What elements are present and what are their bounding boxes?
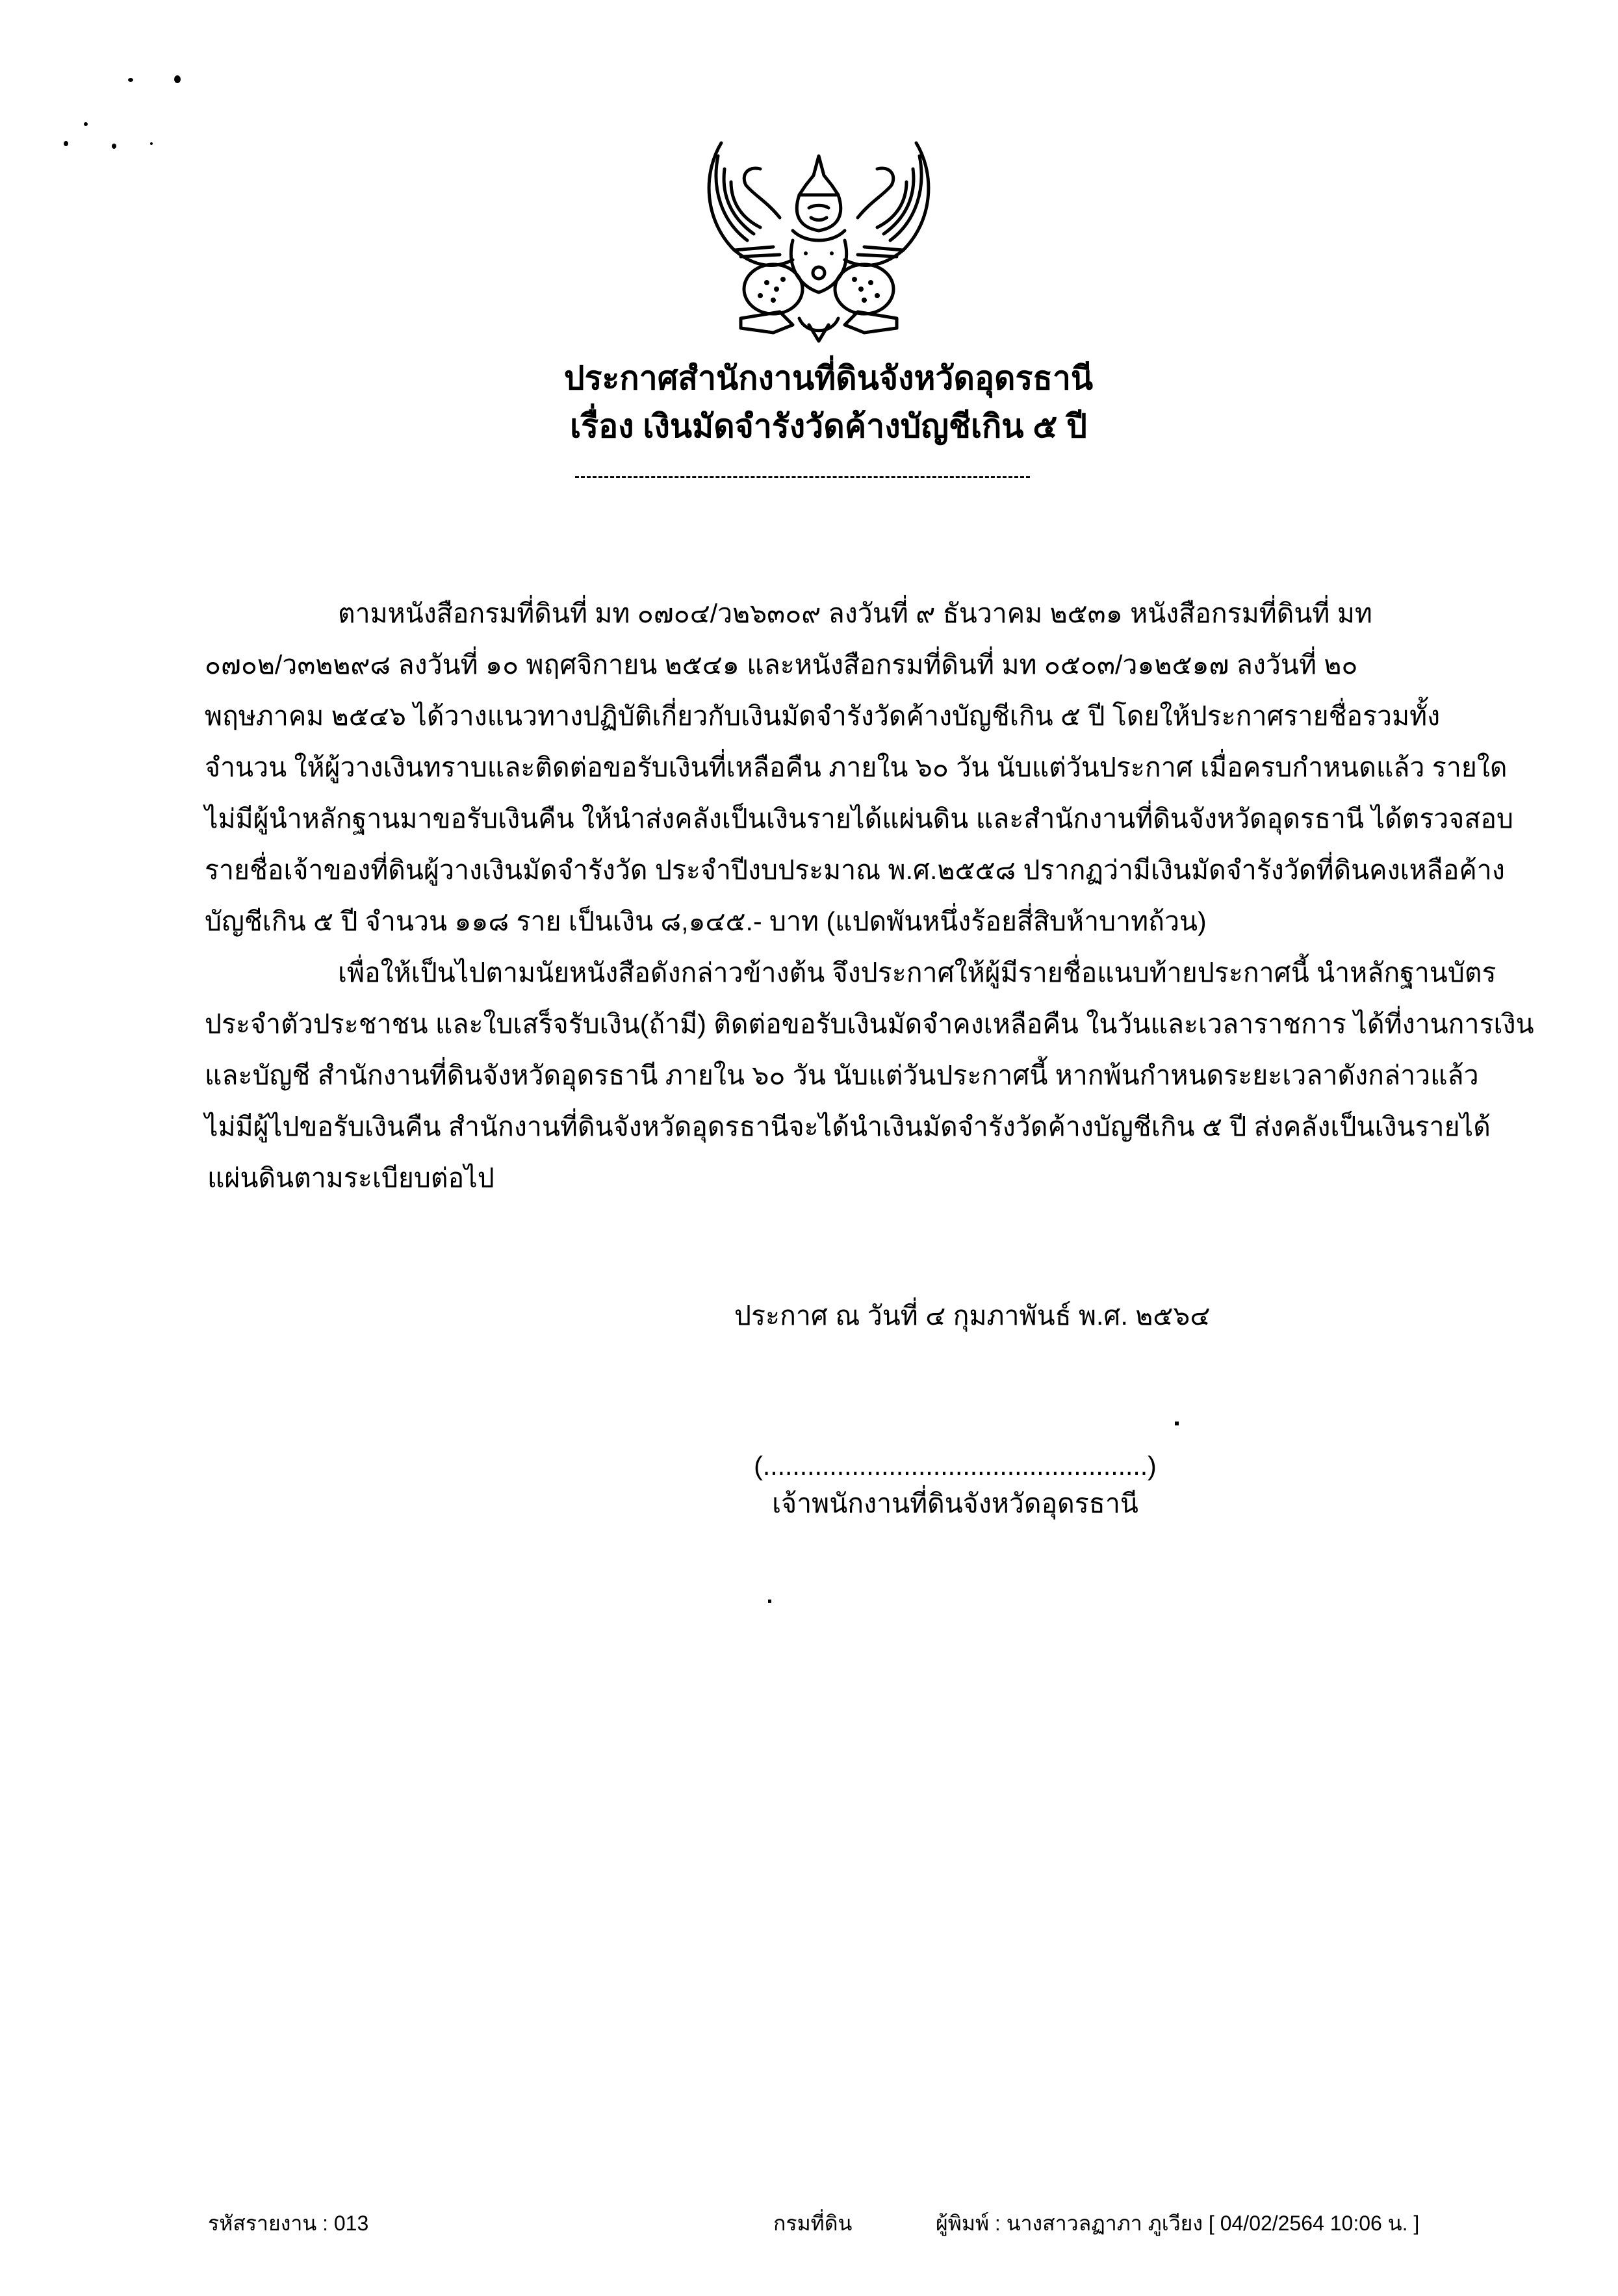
paragraph-2-line: ไม่มีผู้ไปขอรับเงินคืน สำนักงานที่ดินจังหวัดอุดรธานีจะได้นำเงินมัดจำรังวัดค้างบัญชีเกิน ๕ ปี ส่งคลังเป็นเงินรายได้ xyxy=(205,1112,1491,1142)
printer-info: ผู้พิมพ์ : นางสาวลฏาภา ภูเวียง [ 04/02/2564 10:06 น. ] xyxy=(936,2212,1420,2235)
paragraph-1-line: บัญชีเกิน ๕ ปี จำนวน ๑๑๘ ราย เป็นเงิน ๘,๑๔๕.- บาท (แปดพันหนึ่งร้อยสี่สิบห้าบาทถ้วน) xyxy=(205,906,1207,936)
scan-speck xyxy=(1175,1422,1179,1425)
announcement-title xyxy=(0,354,1618,450)
paragraph-1 xyxy=(205,588,1514,947)
paragraph-2-line: ประจำตัวประชาชน และใบเสร็จรับเงิน(ถ้ามี) ติดต่อขอรับเงินมัดจำคงเหลือคืน ในวันและเวลาราชการ ได้ที่งานการเงิน xyxy=(205,1009,1534,1039)
scan-speck xyxy=(112,144,116,149)
paragraph-1-line: ไม่มีผู้นำหลักฐานมาขอรับเงินคืน ให้นำส่งคลังเป็นเงินรายได้แผ่นดิน และสำนักงานที่ดินจังหวัดอุดรธานี ได้ตรวจสอบ xyxy=(205,804,1514,834)
print-footer xyxy=(0,2209,1618,2241)
paragraph-1-line: ตามหนังสือกรมที่ดินที่ มท ๐๗๐๔/ว๒๖๓๐๙ ลงวันที่ ๙ ธันวาคม ๒๕๓๑ หนังสือกรมที่ดินที่ มท xyxy=(338,598,1372,628)
announcement-date: ประกาศ ณ วันที่ ๔ กุมภาพันธ์ พ.ศ. ๒๕๖๔ xyxy=(734,1301,1211,1331)
paragraph-1-line: พฤษภาคม ๒๕๔๖ ได้วางแนวทางปฏิบัติเกี่ยวกับเงินมัดจำรังวัดค้างบัญชีเกิน ๕ ปี โดยให้ประกาศรายชื่อรวมทั้ง xyxy=(205,701,1441,731)
signature-block xyxy=(747,1448,1163,1523)
scan-speck xyxy=(150,142,153,145)
title-office: ประกาศสำนักงานที่ดินจังหวัดอุดรธานี xyxy=(563,360,1094,396)
scan-speck xyxy=(64,141,68,146)
paragraph-1-line: รายชื่อเจ้าของที่ดินผู้วางเงินมัดจำรังวัด ประจำปีงบประมาณ พ.ศ.๒๕๕๘ ปรากฏว่ามีเงินมัดจำรังวัดที่ดินคงเหลือค้าง xyxy=(205,855,1505,885)
scan-speck xyxy=(768,1600,771,1603)
paragraph-2-line: แผ่นดินตามระเบียบต่อไป xyxy=(207,1163,494,1193)
report-code: รหัสรายงาน : 013 xyxy=(208,2212,369,2235)
signature-placeholder: (....................................................) xyxy=(754,1451,1157,1481)
title-subject: เรื่อง เงินมัดจำรังวัดค้างบัญชีเกิน ๕ ปี xyxy=(570,408,1087,444)
scan-speck xyxy=(174,75,181,83)
title-divider xyxy=(575,476,1030,478)
paragraph-1-line: ๐๗๐๒/ว๓๒๒๙๘ ลงวันที่ ๑๐ พฤศจิกายน ๒๕๔๑ และหนังสือกรมที่ดินที่ มท ๐๕๐๓/ว๑๒๕๑๗ ลงวันที่ ๒๐ xyxy=(205,650,1358,680)
scan-speck xyxy=(84,122,88,126)
paragraph-2-line: เพื่อให้เป็นไปตามนัยหนังสือดังกล่าวข้างต้น จึงประกาศให้ผู้มีรายชื่อแนบท้ายประกาศนี้ นำหลักฐานบัตร xyxy=(338,958,1496,988)
paragraph-2-line: และบัญชี สำนักงานที่ดินจังหวัดอุดรธานี ภายใน ๖๐ วัน นับแต่วันประกาศนี้ หากพ้นกำหนดระยะเวลาดังกล่าวแล้ว xyxy=(205,1060,1479,1090)
paragraph-1-line: จำนวน ให้ผู้วางเงินทราบและติดต่อขอรับเงินที่เหลือคืน ภายใน ๖๐ วัน นับแต่วันประกาศ เมื่อครบกำหนดแล้ว รายใด xyxy=(205,752,1508,782)
garuda-emblem-icon xyxy=(695,130,942,344)
signatory-title: เจ้าพนักงานที่ดินจังหวัดอุดรธานี xyxy=(772,1488,1138,1518)
paragraph-2 xyxy=(205,947,1534,1204)
scan-speck xyxy=(128,78,133,82)
department-name: กรมที่ดิน xyxy=(773,2212,853,2235)
